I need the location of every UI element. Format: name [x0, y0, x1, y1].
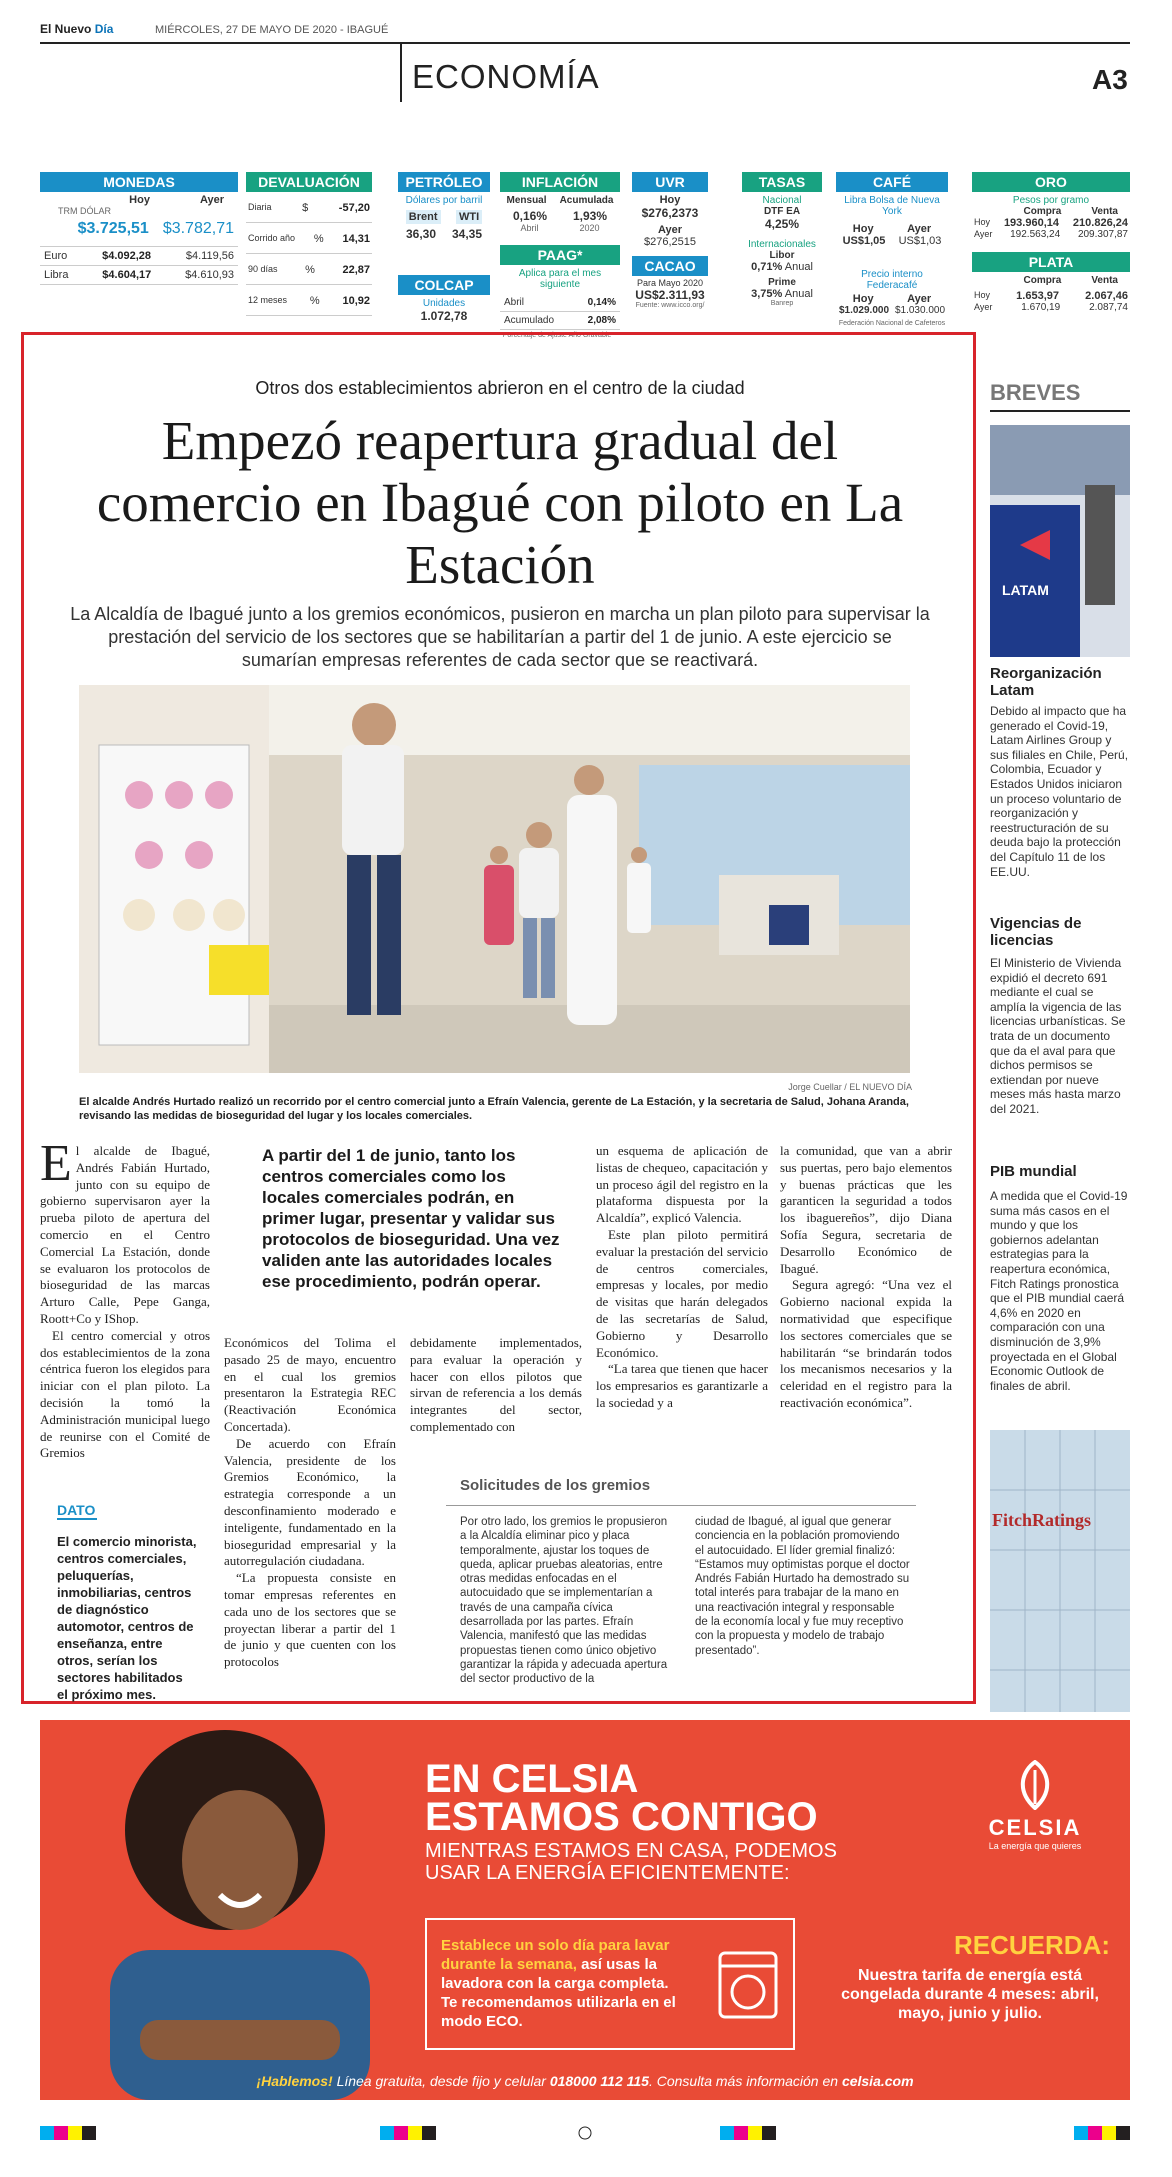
breves-title: BREVES	[990, 380, 1130, 412]
article-headline: Empezó reapertura gradual del comercio en Ibagué con piloto en La Estación	[96, 410, 904, 595]
trm-ayer: $3.782,71	[162, 220, 234, 237]
body-paragraph: l alcalde de Ibagué, Andrés Fabián Hurtado, junto con su equipo de gobierno supervisaron ayer la prueba piloto de apertura del comercio en el Centro Comercial La Estación, donde se evaluaron los protocolos de bioseguridad de las marcas Arturo Calle, Pepe Ganga, Roott+Co y IShop.	[40, 1143, 210, 1326]
dato-label: DATO	[57, 1502, 96, 1518]
cafe-col: Hoy	[852, 293, 874, 305]
fitch-photo	[990, 1430, 1130, 1712]
body-paragraph: un esquema de aplicación de listas de chequeo, capacitación y un proceso ágil del registro en la plataforma dispuesta por la Alcaldía”, explicó Valencia.	[596, 1143, 768, 1226]
dev-label: 12 meses	[248, 295, 288, 305]
plata-hoy-compra: 1.653,97	[1016, 290, 1059, 302]
article-col-2	[224, 1335, 396, 1671]
photo-credit: Jorge Cuellar / EL NUEVO DÍA	[788, 1082, 912, 1092]
breve-title: PIB mundial	[990, 1163, 1077, 1180]
dev-unit: %	[305, 264, 315, 276]
ad-tip-rest: así usas la lavadora con la carga completa. Te recomendamos utilizarla en el modo ECO.	[441, 1956, 676, 2030]
oro-ayer-compra: 192.563,24	[1010, 229, 1061, 240]
ad-headline-line1: EN CELSIA	[425, 1757, 639, 1801]
prime-unit: Anual	[784, 288, 813, 300]
dev-unit: $	[302, 202, 309, 214]
inf-mensual: 0,16%	[512, 209, 548, 223]
breve-text: Debido al impacto que ha generado el Covid-19, Latam Airlines Group y sus filiales en Chile, Perú, Colombia, Ecuador y Estados Unidos iniciaron un proceso voluntario de reorganización y reestructuración de su deuda bajo la protección del Capítulo 11 de los EE.UU.	[990, 704, 1129, 879]
oro-hoy-compra: 193.960,14	[1003, 217, 1059, 229]
cacao-value: US$2.311,93	[635, 288, 705, 302]
oro-ayer-venta: 209.307,87	[1077, 229, 1128, 240]
ad-footer-phone: 018000 112 115	[549, 2073, 649, 2089]
tasas-nacional: Nacional	[762, 195, 802, 206]
paag-label: Acumulado	[504, 315, 555, 326]
ad-headline-line2: ESTAMOS CONTIGO	[425, 1795, 818, 1839]
ad-footer-site: celsia.com	[841, 2073, 914, 2089]
paag-title: PAAG*	[500, 245, 620, 265]
col-hoy: Hoy	[129, 194, 150, 206]
wti-label: WTI	[456, 210, 482, 224]
oro-title: ORO	[972, 172, 1130, 192]
paag-value: 2,08%	[587, 315, 616, 326]
plata-ayer-venta: 2.087,74	[1089, 302, 1128, 313]
brent-label: Brent	[406, 210, 441, 224]
col-ayer: Ayer	[199, 194, 224, 206]
body-paragraph: De acuerdo con Efraín Valencia, presidente de los Gremios Económico, la estrategia corresponde a un desconfinamiento moderado e inteligente, fundamentado en la bioseguridad empresarial y la autorregulación ciudadana.	[224, 1435, 396, 1569]
dtf-value: 4,25%	[764, 217, 800, 231]
ad-footer-text: Línea gratuita, desde fijo y celular	[336, 2073, 546, 2089]
body-paragraph: “La tarea que tienen que hacer los empresarios es garantizarle a la sociedad y a	[596, 1361, 768, 1410]
cacao-title: CACAO	[632, 256, 708, 276]
dev-value: 22,87	[342, 264, 370, 276]
masthead-bar	[40, 22, 1130, 44]
devaluacion-title: DEVALUACIÓN	[246, 172, 372, 192]
article-col-5	[780, 1143, 952, 1412]
celsia-ad	[40, 1720, 1130, 2100]
plata-hoy-label: Hoy	[974, 290, 991, 300]
libor-label: Libor	[769, 250, 795, 261]
oro-box	[972, 172, 1130, 362]
celsia-brand: CELSIA	[988, 1815, 1082, 1840]
washing-machine-icon	[717, 1950, 779, 2020]
oro-ayer-label: Ayer	[974, 229, 993, 239]
breve-title: Vigencias de licencias	[990, 915, 1082, 949]
cafe-sub: Libra Bolsa de Nueva York	[844, 195, 940, 217]
paag-sub: Aplica para el mes siguiente	[518, 268, 602, 290]
article-col-3	[410, 1335, 582, 1436]
body-paragraph: Segura agregó: “Una vez el Gobierno nacional expida la normatividad que especifique los sectores comerciales que se habilitarán “se brindarán todos los mecanismos necesarios y la celeridad en el registro para la reactivación económica”.	[780, 1277, 952, 1410]
cacao-source: Fuente: www.icco.org/	[635, 302, 705, 309]
cacao-sub: Para Mayo 2020	[636, 278, 704, 288]
breve-text: A medida que el Covid-19 suma más casos en el mundo y que los gobiernos adelantan estrategias para la reapertura económica, Fitch Ratings pronostica que el PIB mundial caerá 4,6% en 2020 en comparación con una disminución de 3,9% proyectada en el Global Economic Outlook de finales de abril.	[990, 1189, 1128, 1393]
dev-unit: %	[309, 295, 320, 307]
cafe-title: CAFÉ	[836, 172, 948, 192]
euro-hoy: $4.092,28	[102, 250, 152, 262]
uvr-hoy: $276,2373	[641, 206, 699, 220]
celsia-flame-icon	[1005, 1760, 1065, 1810]
article-kicker: Otros dos establecimientos abrieron en el centro de la ciudad	[255, 378, 745, 398]
ad-tarifa: Nuestra tarifa de energía está congelada durante 4 meses: abril, mayo, junio y julio.	[841, 1967, 1099, 2022]
latam-photo	[990, 425, 1130, 657]
cafe-sub2: Precio interno Federacafé	[861, 269, 923, 291]
tasas-source: Banrep	[770, 300, 794, 307]
plata-col: Venta	[1091, 275, 1118, 286]
body-paragraph: “La propuesta consiste en tomar empresas referentes en cada uno de los sectores que se proyectan liberar a partir del 1 de junio y que cuenten con los protocolos	[224, 1570, 396, 1670]
ad-sub-line1: MIENTRAS ESTAMOS EN CASA, PODEMOS	[425, 1840, 837, 1862]
dev-unit: %	[313, 233, 324, 245]
print-registration-bar	[40, 2126, 1130, 2140]
paag-note: *Porcentaje de Ajuste Año Gravable	[500, 332, 612, 339]
colcap-title: COLCAP	[398, 275, 490, 295]
ad-footer-lead: ¡Hablemos!	[256, 2073, 333, 2089]
article-col-4	[596, 1143, 768, 1412]
ad-sub-line2: USAR LA ENERGÍA EFICIENTEMENTE:	[425, 1862, 790, 1884]
inflacion-title: INFLACIÓN	[500, 172, 620, 192]
uvr-title: UVR	[632, 172, 708, 192]
plata-title: PLATA	[972, 252, 1130, 272]
article-deck: La Alcaldía de Ibagué junto a los gremios económicos, pusieron en marcha un plan piloto para supervisar la prestación del servicio de los sectores que se habilitarían a partir del 1 de junio. A este ejercicio se sumarían empresas referentes de cada sector que se reactivará.	[70, 604, 930, 670]
cafe-int-hoy: $1.029.000	[838, 305, 890, 316]
inf-col: Acumulada	[559, 195, 614, 206]
inf-label: 2020	[579, 223, 600, 233]
dev-value: -57,20	[338, 202, 370, 214]
sidebar-title: Solicitudes de los gremios	[460, 1477, 651, 1494]
trm-label: TRM DÓLAR	[58, 206, 112, 216]
plata-hoy-venta: 2.067,46	[1085, 290, 1128, 302]
pull-quote: A partir del 1 de junio, tanto los centros comerciales como los locales comerciales podrán, en primer lugar, presentar y validar sus protocolos de bioseguridad. Una vez validen ante las autoridades locales ese procedimiento, podrán operar.	[262, 1146, 560, 1291]
paag-value: 0,14%	[587, 297, 616, 308]
ad-tip-box	[425, 1918, 795, 2050]
uvr-ayer: $276,2515	[644, 236, 696, 248]
colcap-sub: Unidades	[422, 298, 466, 309]
brent-value: 36,30	[405, 227, 437, 241]
colcap-value: 1.072,78	[420, 309, 468, 323]
wti-value: 34,35	[451, 227, 483, 241]
body-paragraph: El centro comercial y otros dos establecimientos de la zona céntrica fueron los elegidos para iniciar con el plan piloto. La decisión la tomó la Administración municipal luego de reunirse con el Comité de Gremios	[40, 1327, 210, 1461]
ad-footer	[40, 2073, 1130, 2089]
tasas-internacionales: Internacionales	[748, 239, 816, 250]
prime-value: 3,75%	[751, 288, 783, 300]
dato-text: El comercio minorista, centros comerciales, peluquerías, inmobiliarias, centros de diagnóstico automotor, centros de enseñanza, entre otros, serían los sectores habilitados el próximo mes.	[57, 1534, 197, 1702]
cafe-ny-hoy: US$1,05	[842, 235, 886, 247]
ad-model-photo	[40, 1720, 410, 2100]
euro-ayer: $4.119,56	[185, 250, 234, 262]
oro-hoy-label: Hoy	[974, 217, 991, 227]
sidebar-divider	[446, 1505, 916, 1506]
oro-hoy-venta: 210.826,24	[1072, 217, 1128, 229]
article-photo	[79, 685, 910, 1073]
newspaper-logo: El Nuevo Día	[40, 22, 114, 36]
celsia-tagline: La energía que quieres	[988, 1841, 1082, 1851]
oro-col: Compra	[1023, 206, 1062, 217]
euro-label: Euro	[44, 250, 68, 262]
ad-tip-text	[441, 1936, 681, 2031]
cafe-col: Ayer	[907, 293, 932, 305]
tasas-title: TASAS	[742, 172, 822, 192]
uvr-ayer-label: Ayer	[657, 224, 683, 236]
cafe-ny-ayer: US$1,03	[898, 235, 942, 247]
monedas-title: MONEDAS	[40, 172, 238, 192]
ad-footer-more: . Consulta más información en	[648, 2073, 839, 2089]
breve-text: El Ministerio de Vivienda expidió el decreto 691 mediante el cual se amplía la vigencia de las licencias urbanísticas. Se trata de un documento que da el aval para que dichos permisos se extiendan por nueve meses más hasta marzo del 2021.	[990, 956, 1126, 1116]
photo-caption: El alcalde Andrés Hurtado realizó un recorrido por el centro comercial junto a Efraín Valencia, gerente de La Estación, y la secretaria de Salud, Johana Aranda, revisando las medidas de bioseguridad del lugar y los locales comerciales.	[79, 1096, 909, 1122]
sidebar-col-1: Por otro lado, los gremios le propusieron a la Alcaldía eliminar pico y placa temporalmente, ajustar los toques de queda, aplicar pruebas aleatorias, entre otras medidas enfocadas en el autocuidado que se implementarían a través de una campaña cívica desarrollada por las partes. Efraín Valencia, manifestó que las medidas propuestas tienen como único objetivo garantizar la rápida y adecuada apertura del sector productivo de la	[460, 1516, 668, 1686]
fitch-sign: FitchRatings	[992, 1510, 1091, 1530]
page-number: A3	[1092, 64, 1128, 95]
oro-sub: Pesos por gramo	[1012, 195, 1090, 206]
plata-ayer-compra: 1.670,19	[1021, 302, 1061, 313]
plata-ayer-label: Ayer	[974, 302, 993, 312]
body-paragraph: Este plan piloto permitirá evaluar la prestación del servicio de centros comerciales, empresas y locales, por medio de visitas que harán delegados de las secretarías de Salud, Gobierno y Desarrollo Económico.	[596, 1226, 768, 1360]
inf-col: Mensual	[506, 195, 547, 206]
paag-label: Abril	[504, 297, 525, 308]
body-paragraph: Económicos del Tolima el pasado 25 de mayo, encuentro en el cual los gremios presentaron la Estrategia REC (Reactivación Económica Concertada).	[224, 1335, 396, 1434]
ad-subheadline	[425, 1840, 837, 1884]
dev-label: Corrido año	[248, 233, 296, 243]
inf-label: Abril	[520, 223, 539, 233]
ad-recuerda: RECUERDA:	[954, 1930, 1110, 1960]
ad-tip-highlight: Establece un solo día para lavar durante la semana,	[441, 1937, 670, 1973]
dtf-label: DTF EA	[763, 206, 801, 217]
dev-label: 90 días	[248, 264, 278, 274]
uvr-hoy-label: Hoy	[659, 194, 681, 206]
trm-hoy: $3.725,51	[77, 220, 149, 237]
section-title: ECONOMÍA	[400, 44, 600, 102]
cafe-source: Federación Nacional de Cafeteros	[838, 320, 946, 327]
dev-label: Diaria	[248, 202, 272, 212]
libra-ayer: $4.610,93	[185, 269, 234, 281]
plata-col: Compra	[1023, 275, 1062, 286]
libor-unit: Anual	[784, 261, 813, 273]
cafe-col: Ayer	[907, 223, 932, 235]
body-paragraph: debidamente implementados, para evaluar la operación y hacer con ellos pilotos que sirvan de referencia a los demás integrantes del sector, complementado con	[410, 1335, 582, 1434]
inf-acumulada: 1,93%	[572, 209, 608, 223]
latam-sign: LATAM	[1002, 582, 1049, 598]
petroleo-title: PETRÓLEO	[398, 172, 490, 192]
dev-value: 10,92	[342, 295, 370, 307]
prime-label: Prime	[768, 277, 796, 288]
oro-col: Venta	[1091, 206, 1118, 217]
breve-title: Reorganización Latam	[990, 665, 1102, 699]
article-col-1	[40, 1135, 210, 1462]
ad-headline	[425, 1757, 818, 1839]
date-line: MIÉRCOLES, 27 DE MAYO DE 2020 - IBAGUÉ	[155, 24, 389, 36]
libra-hoy: $4.604,17	[102, 269, 152, 281]
libra-label: Libra	[44, 269, 69, 281]
libor-value: 0,71%	[751, 261, 783, 273]
sidebar-col-2: ciudad de Ibagué, al igual que generar conciencia en la población promoviendo el autocuidado. El líder gremial finalizó: “Estamos muy optimistas porque el doctor Andrés Fabián Hurtado ha demostrado su total interés para trabajar de la mano en una reactivación integral y responsable de la economía local y fue muy receptivo con la propuesta y modelo de trabajo presentado”.	[695, 1516, 910, 1657]
petroleo-sub: Dólares por barril	[405, 195, 483, 206]
drop-cap: E	[40, 1135, 72, 1192]
dev-value: 14,31	[342, 233, 370, 245]
cafe-int-ayer: $1.030.000	[894, 305, 946, 316]
body-paragraph: la comunidad, que van a abrir sus puertas, pero bajo elementos y buenas prácticas que les garanticen la seguridad a todos los ibaguereños”, dijo Diana Sofía Segura, secretaria de Desarrollo Económico de Ibagué.	[780, 1143, 952, 1276]
celsia-logo	[960, 1760, 1110, 1851]
cafe-col: Hoy	[852, 223, 874, 235]
